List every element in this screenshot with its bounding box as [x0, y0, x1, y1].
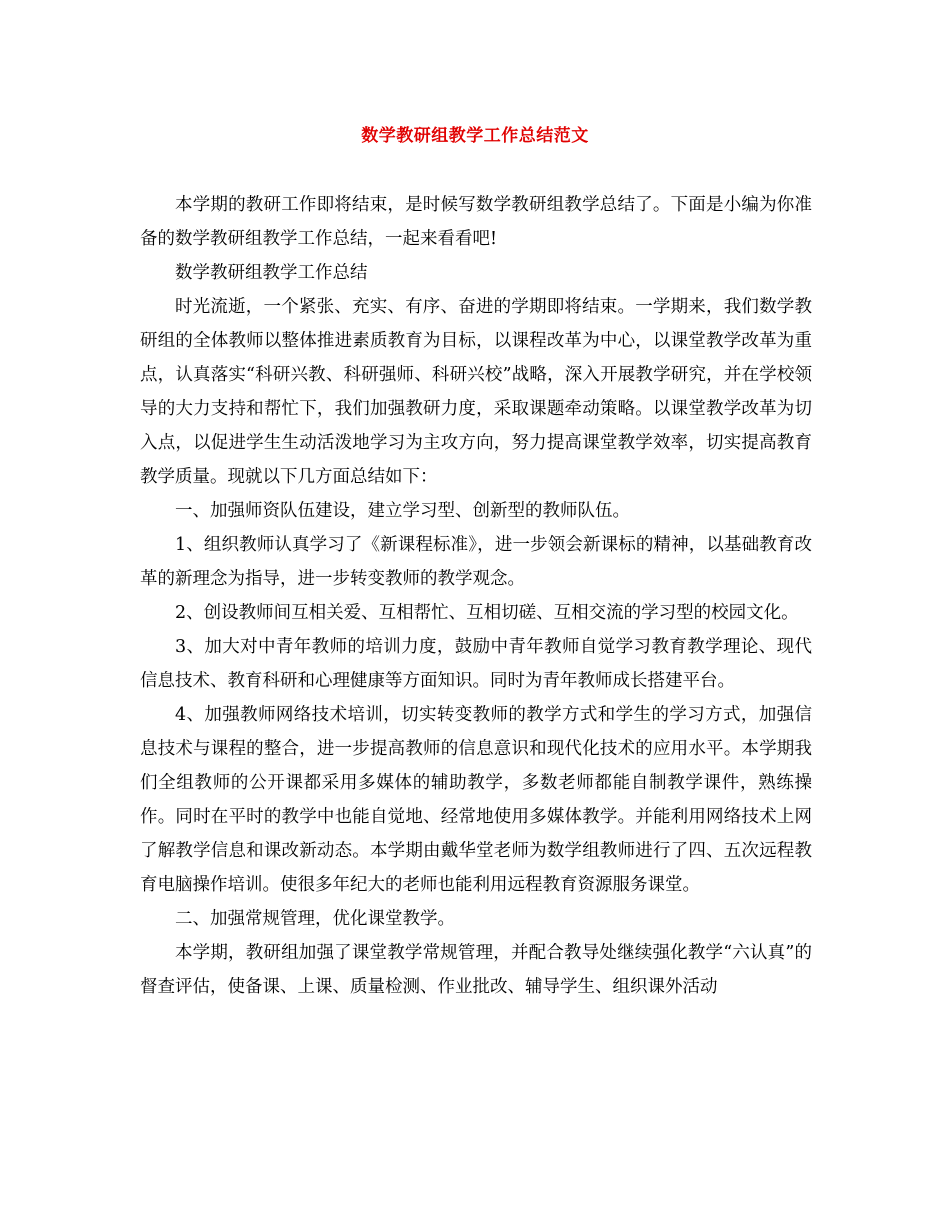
- document-body: [140, 188, 812, 1004]
- document-title: 数学教研组教学工作总结范文: [361, 126, 589, 146]
- paragraph: 3、加大对中青年教师的培训力度，鼓励中青年教师自觉学习教育教学理论、现代信息技术、教育科研和心理健康等方面知识。同时为青年教师成长搭建平台。: [140, 637, 812, 691]
- paragraph: 4、加强教师网络技术培训，切实转变教师的教学方式和学生的学习方式，加强信息技术与课程的整合，进一步提高教师的信息意识和现代化技术的应用水平。本学期我们全组教师的公开课都采用多媒体的辅助教学，多数老师都能自制教学课件，熟练操作。同时在平时的教学中也能自觉地、经常地使用多媒体教学。并能利用网络技术上网了解教学信息和课改新动态。本学期由戴华堂老师为数学组教师进行了四、五次远程教育电脑操作培训。使很多年纪大的老师也能利用远程教育资源服务课堂。: [140, 705, 812, 895]
- paragraph-subheading: 数学教研组教学工作总结: [175, 263, 368, 283]
- paragraph: 2、创设教师间互相关爱、互相帮忙、互相切磋、互相交流的学习型的校园文化。: [175, 603, 799, 623]
- paragraph: 1、组织教师认真学习了《新课程标准》，进一步领会新课标的精神，以基础教育改革的新理念为指导，进一步转变教师的教学观念。: [140, 535, 812, 589]
- paragraph: 本学期的教研工作即将结束，是时候写数学教研组教学总结了。下面是小编为你准备的数学教研组教学工作总结，一起来看看吧!: [140, 195, 812, 249]
- section-heading-2: 二、加强常规管理，优化课堂教学。: [175, 909, 455, 929]
- section-heading-1: 一、加强师资队伍建设，建立学习型、创新型的教师队伍。: [175, 501, 630, 521]
- paragraph: 本学期，教研组加强了课堂教学常规管理，并配合教导处继续强化教学“六认真”的督查评估，使备课、上课、质量检测、作业批改、辅导学生、组织课外活动: [140, 943, 812, 997]
- paragraph: 时光流逝，一个紧张、充实、有序、奋进的学期即将结束。一学期来，我们数学教研组的全体教师以整体推进素质教育为目标，以课程改革为中心，以课堂教学改革为重点，认真落实“科研兴教、科研强师、科研兴校”战略，深入开展教学研究，并在学校领导的大力支持和帮忙下，我们加强教研力度，采取课题牵动策略。以课堂教学改革为切入点，以促进学生生动活泼地学习为主攻方向，努力提高课堂教学效率，切实提高教育教学质量。现就以下几方面总结如下：: [140, 297, 812, 487]
